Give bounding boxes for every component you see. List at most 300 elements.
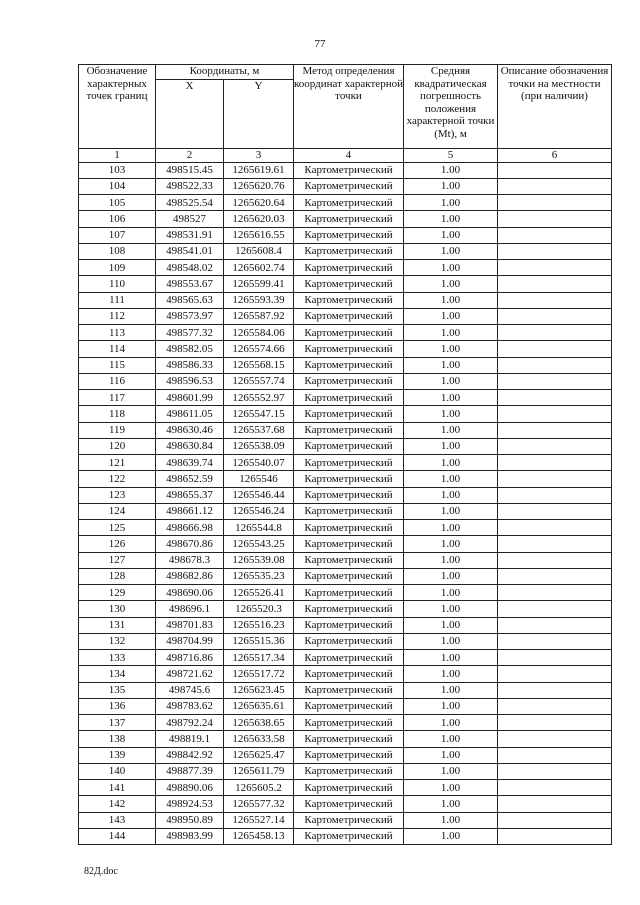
table-row — [79, 292, 612, 308]
description-cell — [498, 666, 612, 682]
description-cell — [498, 812, 612, 828]
x-coordinate-cell: 498565.63 — [156, 292, 224, 308]
point-id-cell: 118 — [79, 406, 156, 422]
table-row — [79, 162, 612, 178]
description-cell — [498, 325, 612, 341]
description-cell — [498, 357, 612, 373]
point-id-cell: 105 — [79, 195, 156, 211]
x-coordinate-cell: 498792.24 — [156, 715, 224, 731]
x-coordinate-cell: 498525.54 — [156, 195, 224, 211]
y-coordinate-cell: 1265568.15 — [224, 357, 294, 373]
description-cell — [498, 195, 612, 211]
description-cell — [498, 227, 612, 243]
method-cell: Картометрический — [294, 357, 404, 373]
error-cell: 1.00 — [404, 162, 498, 178]
point-id-cell: 106 — [79, 211, 156, 227]
y-coordinate-cell: 1265593.39 — [224, 292, 294, 308]
point-id-cell: 112 — [79, 308, 156, 324]
table-body — [79, 162, 612, 845]
error-cell: 1.00 — [404, 585, 498, 601]
method-cell: Картометрический — [294, 698, 404, 714]
method-cell: Картометрический — [294, 390, 404, 406]
header-x: X — [156, 80, 224, 149]
description-cell — [498, 455, 612, 471]
error-cell: 1.00 — [404, 471, 498, 487]
x-coordinate-cell: 498541.01 — [156, 243, 224, 259]
table-row — [79, 276, 612, 292]
error-cell: 1.00 — [404, 812, 498, 828]
y-coordinate-cell: 1265527.14 — [224, 812, 294, 828]
point-id-cell: 125 — [79, 520, 156, 536]
table-row — [79, 260, 612, 276]
point-id-cell: 134 — [79, 666, 156, 682]
description-cell — [498, 617, 612, 633]
x-coordinate-cell: 498639.74 — [156, 455, 224, 471]
method-cell: Картометрический — [294, 601, 404, 617]
header-description: Описание обозначения точки на местности (при наличии) — [498, 65, 612, 149]
x-coordinate-cell: 498661.12 — [156, 503, 224, 519]
description-cell — [498, 422, 612, 438]
x-coordinate-cell: 498745.6 — [156, 682, 224, 698]
point-id-cell: 107 — [79, 227, 156, 243]
header-method: Метод определения координат характерной точки — [294, 65, 404, 149]
x-coordinate-cell: 498527 — [156, 211, 224, 227]
table-row — [79, 682, 612, 698]
point-id-cell: 128 — [79, 568, 156, 584]
x-coordinate-cell: 498531.91 — [156, 227, 224, 243]
error-cell: 1.00 — [404, 568, 498, 584]
table-row — [79, 178, 612, 194]
column-number: 4 — [294, 149, 404, 163]
table-row — [79, 617, 612, 633]
point-id-cell: 115 — [79, 357, 156, 373]
y-coordinate-cell: 1265516.23 — [224, 617, 294, 633]
table-row — [79, 227, 612, 243]
method-cell: Картометрический — [294, 260, 404, 276]
table-row — [79, 520, 612, 536]
x-coordinate-cell: 498682.86 — [156, 568, 224, 584]
point-id-cell: 137 — [79, 715, 156, 731]
description-cell — [498, 373, 612, 389]
column-number: 6 — [498, 149, 612, 163]
method-cell: Картометрический — [294, 341, 404, 357]
description-cell — [498, 585, 612, 601]
description-cell — [498, 828, 612, 844]
x-coordinate-cell: 498655.37 — [156, 487, 224, 503]
x-coordinate-cell: 498924.53 — [156, 796, 224, 812]
error-cell: 1.00 — [404, 341, 498, 357]
method-cell: Картометрический — [294, 666, 404, 682]
description-cell — [498, 276, 612, 292]
method-cell: Картометрический — [294, 308, 404, 324]
point-id-cell: 126 — [79, 536, 156, 552]
y-coordinate-cell: 1265574.66 — [224, 341, 294, 357]
point-id-cell: 114 — [79, 341, 156, 357]
error-cell: 1.00 — [404, 390, 498, 406]
column-number-row — [79, 149, 612, 163]
method-cell: Картометрический — [294, 568, 404, 584]
y-coordinate-cell: 1265520.3 — [224, 601, 294, 617]
description-cell — [498, 715, 612, 731]
point-id-cell: 122 — [79, 471, 156, 487]
table-row — [79, 487, 612, 503]
x-coordinate-cell: 498601.99 — [156, 390, 224, 406]
y-coordinate-cell: 1265540.07 — [224, 455, 294, 471]
x-coordinate-cell: 498696.1 — [156, 601, 224, 617]
method-cell: Картометрический — [294, 552, 404, 568]
header-y: Y — [224, 80, 294, 149]
x-coordinate-cell: 498890.06 — [156, 780, 224, 796]
point-id-cell: 121 — [79, 455, 156, 471]
x-coordinate-cell: 498877.39 — [156, 763, 224, 779]
x-coordinate-cell: 498548.02 — [156, 260, 224, 276]
description-cell — [498, 162, 612, 178]
y-coordinate-cell: 1265599.41 — [224, 276, 294, 292]
x-coordinate-cell: 498630.46 — [156, 422, 224, 438]
description-cell — [498, 178, 612, 194]
x-coordinate-cell: 498950.89 — [156, 812, 224, 828]
description-cell — [498, 747, 612, 763]
point-id-cell: 131 — [79, 617, 156, 633]
method-cell: Картометрический — [294, 763, 404, 779]
table-row — [79, 828, 612, 844]
table-row — [79, 471, 612, 487]
x-coordinate-cell: 498983.99 — [156, 828, 224, 844]
method-cell: Картометрический — [294, 438, 404, 454]
method-cell: Картометрический — [294, 276, 404, 292]
point-id-cell: 143 — [79, 812, 156, 828]
description-cell — [498, 471, 612, 487]
page-number: 77 — [314, 38, 326, 50]
point-id-cell: 136 — [79, 698, 156, 714]
error-cell: 1.00 — [404, 731, 498, 747]
description-cell — [498, 341, 612, 357]
column-number: 2 — [156, 149, 224, 163]
table-row — [79, 357, 612, 373]
table-row — [79, 780, 612, 796]
method-cell: Картометрический — [294, 536, 404, 552]
table-row — [79, 715, 612, 731]
error-cell: 1.00 — [404, 227, 498, 243]
error-cell: 1.00 — [404, 666, 498, 682]
point-id-cell: 120 — [79, 438, 156, 454]
error-cell: 1.00 — [404, 682, 498, 698]
table-row — [79, 243, 612, 259]
point-id-cell: 103 — [79, 162, 156, 178]
y-coordinate-cell: 1265638.65 — [224, 715, 294, 731]
point-id-cell: 113 — [79, 325, 156, 341]
error-cell: 1.00 — [404, 487, 498, 503]
y-coordinate-cell: 1265623.45 — [224, 682, 294, 698]
table-row — [79, 763, 612, 779]
method-cell: Картометрический — [294, 682, 404, 698]
method-cell: Картометрический — [294, 325, 404, 341]
point-id-cell: 135 — [79, 682, 156, 698]
table-row — [79, 438, 612, 454]
y-coordinate-cell: 1265616.55 — [224, 227, 294, 243]
point-id-cell: 140 — [79, 763, 156, 779]
error-cell: 1.00 — [404, 243, 498, 259]
y-coordinate-cell: 1265557.74 — [224, 373, 294, 389]
y-coordinate-cell: 1265552.97 — [224, 390, 294, 406]
y-coordinate-cell: 1265517.72 — [224, 666, 294, 682]
table-row — [79, 373, 612, 389]
point-id-cell: 133 — [79, 650, 156, 666]
description-cell — [498, 536, 612, 552]
method-cell: Картометрический — [294, 633, 404, 649]
method-cell: Картометрический — [294, 747, 404, 763]
description-cell — [498, 650, 612, 666]
table-row — [79, 422, 612, 438]
x-coordinate-cell: 498678.3 — [156, 552, 224, 568]
method-cell: Картометрический — [294, 211, 404, 227]
table-row — [79, 812, 612, 828]
table-row — [79, 390, 612, 406]
y-coordinate-cell: 1265544.8 — [224, 520, 294, 536]
coordinates-table — [78, 64, 612, 845]
description-cell — [498, 260, 612, 276]
y-coordinate-cell: 1265547.15 — [224, 406, 294, 422]
description-cell — [498, 438, 612, 454]
y-coordinate-cell: 1265546.44 — [224, 487, 294, 503]
point-id-cell: 116 — [79, 373, 156, 389]
method-cell: Картометрический — [294, 520, 404, 536]
y-coordinate-cell: 1265620.76 — [224, 178, 294, 194]
x-coordinate-cell: 498690.06 — [156, 585, 224, 601]
description-cell — [498, 633, 612, 649]
table-row — [79, 211, 612, 227]
y-coordinate-cell: 1265620.64 — [224, 195, 294, 211]
error-cell: 1.00 — [404, 422, 498, 438]
description-cell — [498, 243, 612, 259]
error-cell: 1.00 — [404, 325, 498, 341]
description-cell — [498, 308, 612, 324]
x-coordinate-cell: 498573.97 — [156, 308, 224, 324]
y-coordinate-cell: 1265546 — [224, 471, 294, 487]
table-row — [79, 650, 612, 666]
point-id-cell: 132 — [79, 633, 156, 649]
y-coordinate-cell: 1265635.61 — [224, 698, 294, 714]
error-cell: 1.00 — [404, 796, 498, 812]
table-row — [79, 308, 612, 324]
method-cell: Картометрический — [294, 650, 404, 666]
point-id-cell: 123 — [79, 487, 156, 503]
x-coordinate-cell: 498577.32 — [156, 325, 224, 341]
x-coordinate-cell: 498582.05 — [156, 341, 224, 357]
x-coordinate-cell: 498522.33 — [156, 178, 224, 194]
error-cell: 1.00 — [404, 747, 498, 763]
y-coordinate-cell: 1265633.58 — [224, 731, 294, 747]
error-cell: 1.00 — [404, 780, 498, 796]
method-cell: Картометрический — [294, 292, 404, 308]
error-cell: 1.00 — [404, 195, 498, 211]
table-row — [79, 731, 612, 747]
y-coordinate-cell: 1265587.92 — [224, 308, 294, 324]
y-coordinate-cell: 1265625.47 — [224, 747, 294, 763]
error-cell: 1.00 — [404, 276, 498, 292]
y-coordinate-cell: 1265611.79 — [224, 763, 294, 779]
point-id-cell: 142 — [79, 796, 156, 812]
point-id-cell: 129 — [79, 585, 156, 601]
table-row — [79, 552, 612, 568]
error-cell: 1.00 — [404, 406, 498, 422]
table-row — [79, 325, 612, 341]
table-row — [79, 585, 612, 601]
method-cell: Картометрический — [294, 373, 404, 389]
method-cell: Картометрический — [294, 227, 404, 243]
point-id-cell: 110 — [79, 276, 156, 292]
error-cell: 1.00 — [404, 178, 498, 194]
method-cell: Картометрический — [294, 162, 404, 178]
table-row — [79, 455, 612, 471]
method-cell: Картометрический — [294, 731, 404, 747]
header-coordinates: Координаты, м — [156, 65, 294, 80]
error-cell: 1.00 — [404, 357, 498, 373]
y-coordinate-cell: 1265584.06 — [224, 325, 294, 341]
x-coordinate-cell: 498515.45 — [156, 162, 224, 178]
x-coordinate-cell: 498586.33 — [156, 357, 224, 373]
description-cell — [498, 292, 612, 308]
y-coordinate-cell: 1265535.23 — [224, 568, 294, 584]
method-cell: Картометрический — [294, 828, 404, 844]
method-cell: Картометрический — [294, 487, 404, 503]
y-coordinate-cell: 1265619.61 — [224, 162, 294, 178]
table-row — [79, 666, 612, 682]
description-cell — [498, 601, 612, 617]
point-id-cell: 144 — [79, 828, 156, 844]
description-cell — [498, 406, 612, 422]
description-cell — [498, 763, 612, 779]
error-cell: 1.00 — [404, 698, 498, 714]
y-coordinate-cell: 1265537.68 — [224, 422, 294, 438]
y-coordinate-cell: 1265543.25 — [224, 536, 294, 552]
y-coordinate-cell: 1265458.13 — [224, 828, 294, 844]
description-cell — [498, 503, 612, 519]
error-cell: 1.00 — [404, 617, 498, 633]
x-coordinate-cell: 498630.84 — [156, 438, 224, 454]
error-cell: 1.00 — [404, 292, 498, 308]
x-coordinate-cell: 498611.05 — [156, 406, 224, 422]
description-cell — [498, 682, 612, 698]
x-coordinate-cell: 498670.86 — [156, 536, 224, 552]
error-cell: 1.00 — [404, 438, 498, 454]
method-cell: Картометрический — [294, 243, 404, 259]
y-coordinate-cell: 1265605.2 — [224, 780, 294, 796]
point-id-cell: 104 — [79, 178, 156, 194]
description-cell — [498, 698, 612, 714]
point-id-cell: 111 — [79, 292, 156, 308]
method-cell: Картометрический — [294, 471, 404, 487]
x-coordinate-cell: 498652.59 — [156, 471, 224, 487]
point-id-cell: 108 — [79, 243, 156, 259]
point-id-cell: 119 — [79, 422, 156, 438]
table-row — [79, 568, 612, 584]
description-cell — [498, 211, 612, 227]
point-id-cell: 139 — [79, 747, 156, 763]
point-id-cell: 117 — [79, 390, 156, 406]
error-cell: 1.00 — [404, 828, 498, 844]
x-coordinate-cell: 498783.62 — [156, 698, 224, 714]
point-id-cell: 124 — [79, 503, 156, 519]
method-cell: Картометрический — [294, 422, 404, 438]
table-row — [79, 601, 612, 617]
y-coordinate-cell: 1265526.41 — [224, 585, 294, 601]
error-cell: 1.00 — [404, 715, 498, 731]
error-cell: 1.00 — [404, 455, 498, 471]
description-cell — [498, 731, 612, 747]
error-cell: 1.00 — [404, 211, 498, 227]
method-cell: Картометрический — [294, 406, 404, 422]
error-cell: 1.00 — [404, 520, 498, 536]
y-coordinate-cell: 1265546.24 — [224, 503, 294, 519]
x-coordinate-cell: 498842.92 — [156, 747, 224, 763]
header-error: Средняя квадратическая погрешность положения характерной точки (Mt), м — [404, 65, 498, 149]
method-cell: Картометрический — [294, 812, 404, 828]
x-coordinate-cell: 498704.99 — [156, 633, 224, 649]
column-number: 5 — [404, 149, 498, 163]
error-cell: 1.00 — [404, 650, 498, 666]
x-coordinate-cell: 498701.83 — [156, 617, 224, 633]
table-row — [79, 341, 612, 357]
y-coordinate-cell: 1265620.03 — [224, 211, 294, 227]
table-row — [79, 195, 612, 211]
error-cell: 1.00 — [404, 373, 498, 389]
description-cell — [498, 568, 612, 584]
method-cell: Картометрический — [294, 503, 404, 519]
error-cell: 1.00 — [404, 633, 498, 649]
method-cell: Картометрический — [294, 585, 404, 601]
y-coordinate-cell: 1265517.34 — [224, 650, 294, 666]
table-row — [79, 747, 612, 763]
y-coordinate-cell: 1265602.74 — [224, 260, 294, 276]
table-row — [79, 406, 612, 422]
y-coordinate-cell: 1265515.36 — [224, 633, 294, 649]
point-id-cell: 127 — [79, 552, 156, 568]
error-cell: 1.00 — [404, 536, 498, 552]
table-row — [79, 796, 612, 812]
description-cell — [498, 487, 612, 503]
footer-filename: 82Д.doc — [84, 866, 118, 877]
description-cell — [498, 796, 612, 812]
table-row — [79, 536, 612, 552]
description-cell — [498, 390, 612, 406]
method-cell: Картометрический — [294, 796, 404, 812]
point-id-cell: 141 — [79, 780, 156, 796]
table-row — [79, 698, 612, 714]
error-cell: 1.00 — [404, 503, 498, 519]
method-cell: Картометрический — [294, 617, 404, 633]
x-coordinate-cell: 498596.53 — [156, 373, 224, 389]
error-cell: 1.00 — [404, 601, 498, 617]
y-coordinate-cell: 1265608.4 — [224, 243, 294, 259]
x-coordinate-cell: 498819.1 — [156, 731, 224, 747]
x-coordinate-cell: 498721.62 — [156, 666, 224, 682]
description-cell — [498, 780, 612, 796]
error-cell: 1.00 — [404, 308, 498, 324]
method-cell: Картометрический — [294, 780, 404, 796]
point-id-cell: 138 — [79, 731, 156, 747]
x-coordinate-cell: 498666.98 — [156, 520, 224, 536]
error-cell: 1.00 — [404, 260, 498, 276]
x-coordinate-cell: 498553.67 — [156, 276, 224, 292]
y-coordinate-cell: 1265539.08 — [224, 552, 294, 568]
method-cell: Картометрический — [294, 178, 404, 194]
y-coordinate-cell: 1265538.09 — [224, 438, 294, 454]
description-cell — [498, 552, 612, 568]
method-cell: Картометрический — [294, 715, 404, 731]
y-coordinate-cell: 1265577.32 — [224, 796, 294, 812]
header-designation: Обозначение характерных точек границ — [79, 65, 156, 149]
